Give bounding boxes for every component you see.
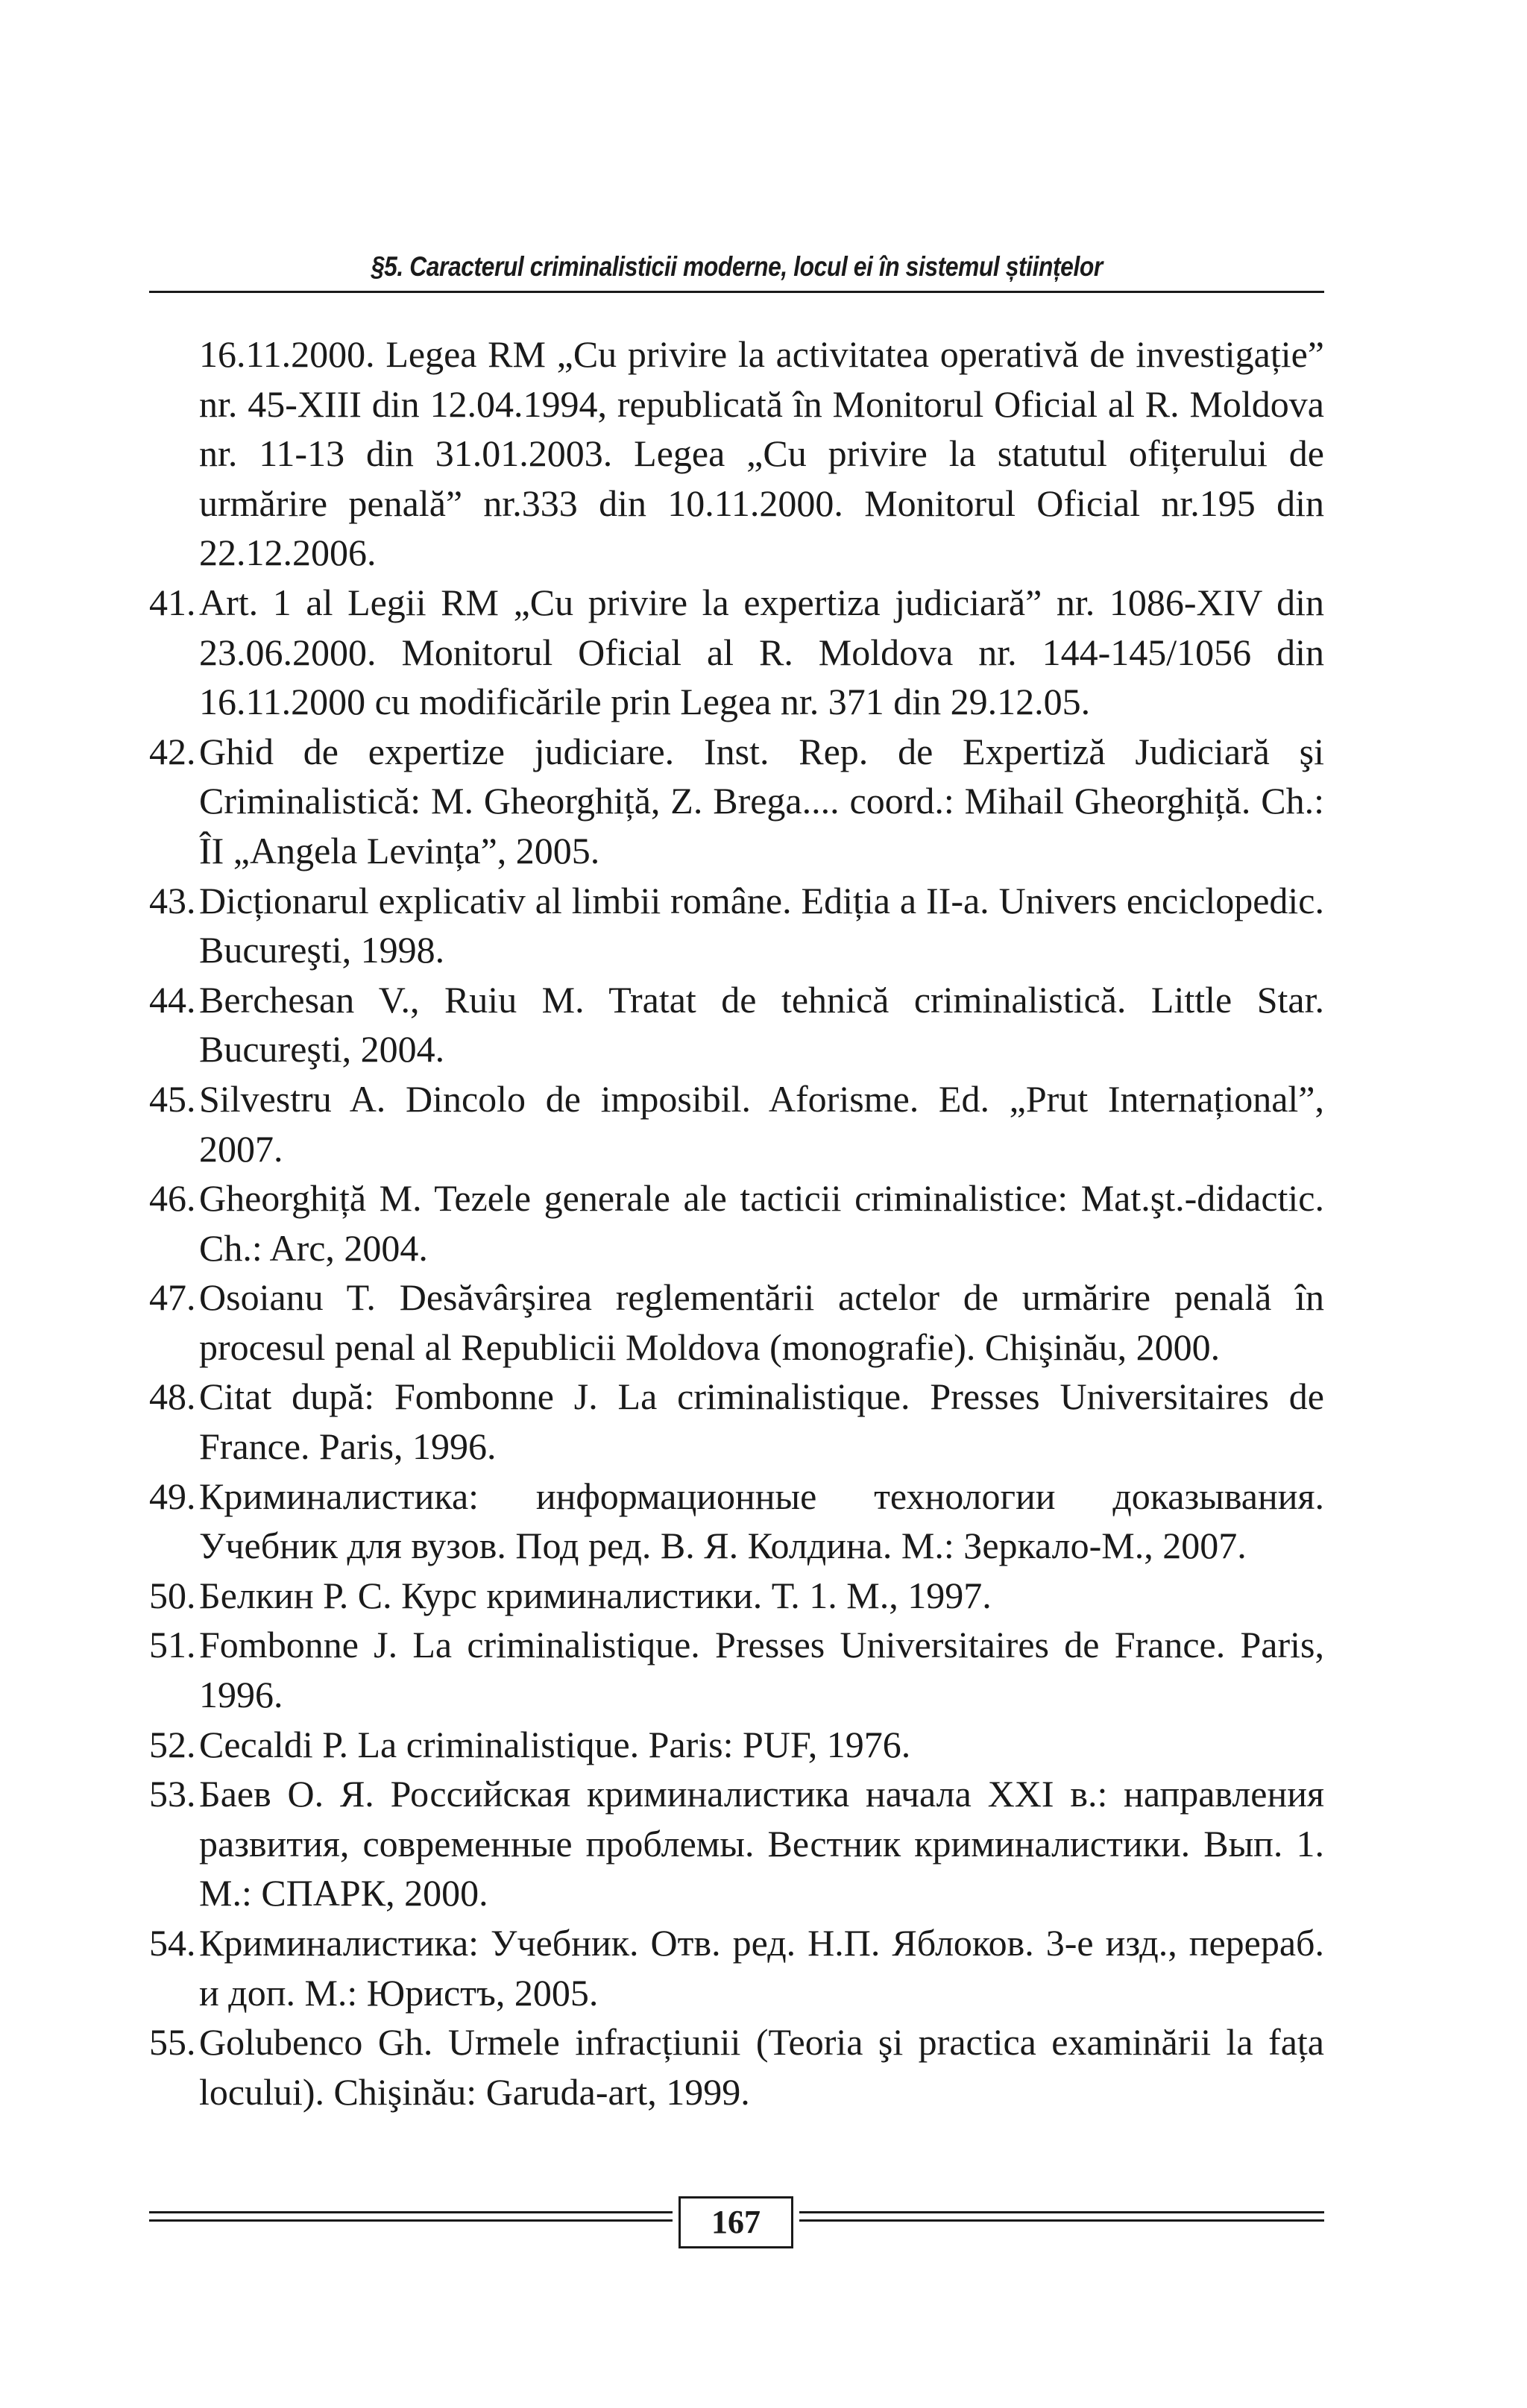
reference-number: 48. (149, 1375, 196, 1418)
reference-number: 51. (149, 1624, 196, 1666)
reference-list (149, 330, 1324, 2117)
reference-text: Баев О. Я. Российская криминалистика начала XXI в.: направления развития, современные проблемы. Вестник криминалистики. Вып. 1. М.: СПАРК, 2000. (199, 1773, 1324, 1914)
reference-number: 44. (149, 978, 196, 1021)
reference-number: 49. (149, 1475, 196, 1517)
reference-text: Cecaldi P. La criminalistique. Paris: PUF, 1976. (199, 1723, 911, 1765)
reference-item-42 (149, 727, 1324, 876)
reference-item-55 (149, 2017, 1324, 2117)
reference-number: 41. (149, 581, 196, 623)
reference-item-50 (149, 1571, 1324, 1621)
reference-text: Silvestru A. Dincolo de imposibil. Aforisme. Ed. „Prut Internațional”, 2007. (199, 1077, 1324, 1170)
reference-number: 43. (149, 879, 196, 921)
reference-number: 53. (149, 1773, 196, 1815)
reference-number: 55. (149, 2021, 196, 2064)
reference-number: 54. (149, 1922, 196, 1964)
reference-text: Криминалистика: информационные технологии доказывания. Учебник для вузов. Под ред. В. Я. Колдина. М.: Зеркало-М., 2007. (199, 1475, 1324, 1567)
reference-item-46 (149, 1173, 1324, 1273)
reference-item-43 (149, 876, 1324, 975)
reference-item-54 (149, 1918, 1324, 2017)
reference-item-44 (149, 975, 1324, 1074)
reference-item-47 (149, 1273, 1324, 1372)
reference-item-45 (149, 1074, 1324, 1173)
reference-text: Golubenco Gh. Urmele infracțiunii (Teoria şi practica examinării la fața locului). Chişinău: Garuda-art, 1999. (199, 2021, 1324, 2113)
reference-number: 47. (149, 1276, 196, 1319)
reference-text: Fombonne J. La criminalistique. Presses Universitaires de France. Paris, 1996. (199, 1624, 1324, 1716)
reference-number: 46. (149, 1177, 196, 1220)
page-number: 167 (679, 2196, 793, 2248)
reference-number: 45. (149, 1077, 196, 1120)
reference-item-41 (149, 578, 1324, 727)
reference-item-48 (149, 1372, 1324, 1471)
reference-text: Криминалистика: Учебник. Отв. ред. Н.П. Яблоков. 3-е изд., перераб. и доп. М.: Юристъ, 2005. (199, 1922, 1324, 2014)
running-header (149, 243, 1324, 293)
reference-text: Osoianu T. Desăvârşirea reglementării actelor de urmărire penală în procesul penal al Republicii Moldova (monografie). Chişinău, 2000. (199, 1276, 1324, 1368)
reference-number: 50. (149, 1574, 196, 1616)
footer-rule-left (149, 2211, 673, 2222)
reference-item-53 (149, 1769, 1324, 1918)
reference-text: Citat după: Fombonne J. La criminalistique. Presses Universitaires de France. Paris, 1996. (199, 1375, 1324, 1468)
page-footer (149, 2196, 1324, 2254)
reference-text: Белкин Р. С. Курс криминалистики. Т. 1. М., 1997. (199, 1574, 992, 1616)
reference-number: 42. (149, 730, 196, 772)
reference-item-49 (149, 1472, 1324, 1571)
reference-text: Ghid de expertize judiciare. Inst. Rep. de Expertiză Judiciară şi Criminalistică: M. Gheorghiță, Z. Brega.... coord.: Mihail Gheorghiță. Ch.: ÎI „Angela Levința”, 2005. (199, 730, 1324, 872)
reference-text: Gheorghiță M. Tezele generale ale tacticii criminalistice: Mat.şt.-didactic. Ch.: Arc, 2004. (199, 1177, 1324, 1269)
footer-rule-right (799, 2211, 1324, 2222)
reference-number: 52. (149, 1723, 196, 1765)
reference-text: Dicționarul explicativ al limbii române. Ediția a II-a. Univers enciclopedic. Bucureşti, 1998. (199, 879, 1324, 971)
continued-reference-text: 16.11.2000. Legea RM „Cu privire la activitatea operativă de investigație” nr. 45-XIII din 12.04.1994, republicată în Monitorul Oficial al R. Moldova nr. 11-13 din 31.01.2003. Legea „Cu privire la statutul ofițerului de urmărire penală” nr.333 din 10.11.2000. Monitorul Oficial nr.195 din 22.12.2006. (199, 333, 1324, 574)
reference-item-52 (149, 1720, 1324, 1770)
reference-item-51 (149, 1620, 1324, 1719)
running-title: §5. Caracterul criminalisticii moderne, locul ei în sistemul științelor (371, 251, 1103, 282)
reference-text: Art. 1 al Legii RM „Cu privire la expertiza judiciară” nr. 1086-XIV din 23.06.2000. Monitorul Oficial al R. Moldova nr. 144-145/1056 din 16.11.2000 cu modificările prin Legea nr. 371 din 29.12.05. (199, 581, 1324, 723)
reference-text: Berchesan V., Ruiu M. Tratat de tehnică criminalistică. Little Star. Bucureşti, 2004. (199, 978, 1324, 1071)
